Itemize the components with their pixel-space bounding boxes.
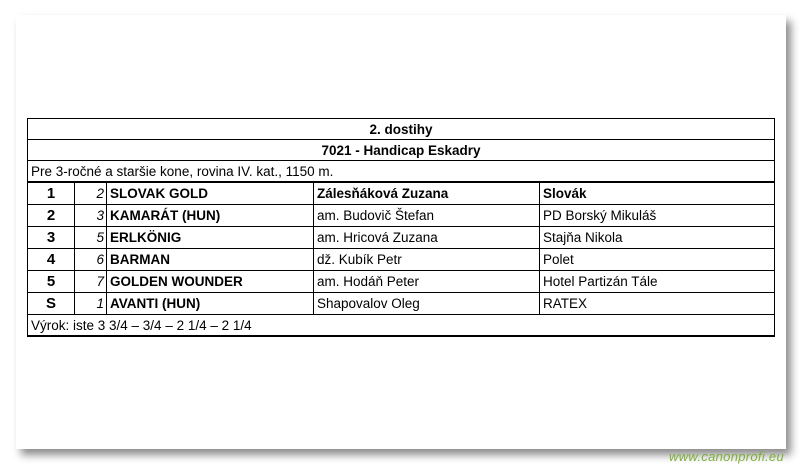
owner-cell: Slovák [540,182,775,205]
start-number-cell: 2 [75,182,107,205]
race-conditions: Pre 3-ročné a staršie kone, rovina IV. kat., 1150 m. [28,161,775,183]
jockey-cell: Zálesňáková Zuzana [314,182,540,205]
horse-name-cell: BARMAN [107,249,314,271]
jockey-cell: Shapovalov Oleg [314,293,540,315]
start-number-cell: 5 [75,227,107,249]
watermark: www.canonprofi.eu [669,449,784,464]
race-results-table [27,118,775,337]
jockey-cell: am. Hricová Zuzana [314,227,540,249]
race-number-row [28,119,775,140]
horse-name-cell: GOLDEN WOUNDER [107,271,314,293]
owner-cell: PD Borský Mikuláš [540,205,775,227]
result-row [28,227,775,249]
owner-cell: RATEX [540,293,775,315]
jockey-cell: am. Hodáň Peter [314,271,540,293]
place-cell: 1 [28,182,75,205]
race-number-title: 2. dostihy [28,119,775,140]
jockey-cell: am. Budovič Štefan [314,205,540,227]
result-row [28,182,775,205]
horse-name-cell: KAMARÁT (HUN) [107,205,314,227]
race-name: 7021 - Handicap Eskadry [28,140,775,161]
start-number-cell: 6 [75,249,107,271]
horse-name-cell: AVANTI (HUN) [107,293,314,315]
owner-cell: Hotel Partizán Tále [540,271,775,293]
owner-cell: Polet [540,249,775,271]
race-conditions-row [28,161,775,183]
horse-name-cell: ERLKÖNIG [107,227,314,249]
verdict-row [28,315,775,337]
place-cell: 3 [28,227,75,249]
start-number-cell: 1 [75,293,107,315]
race-name-row [28,140,775,161]
verdict-text: Výrok: iste 3 3/4 – 3/4 – 2 1/4 – 2 1/4 [28,315,775,337]
jockey-cell: dž. Kubík Petr [314,249,540,271]
start-number-cell: 7 [75,271,107,293]
place-cell: 4 [28,249,75,271]
result-row [28,205,775,227]
start-number-cell: 3 [75,205,107,227]
place-cell: S [28,293,75,315]
result-row [28,249,775,271]
result-row [28,271,775,293]
horse-name-cell: SLOVAK GOLD [107,182,314,205]
place-cell: 5 [28,271,75,293]
place-cell: 2 [28,205,75,227]
owner-cell: Stajňa Nikola [540,227,775,249]
result-row [28,293,775,315]
